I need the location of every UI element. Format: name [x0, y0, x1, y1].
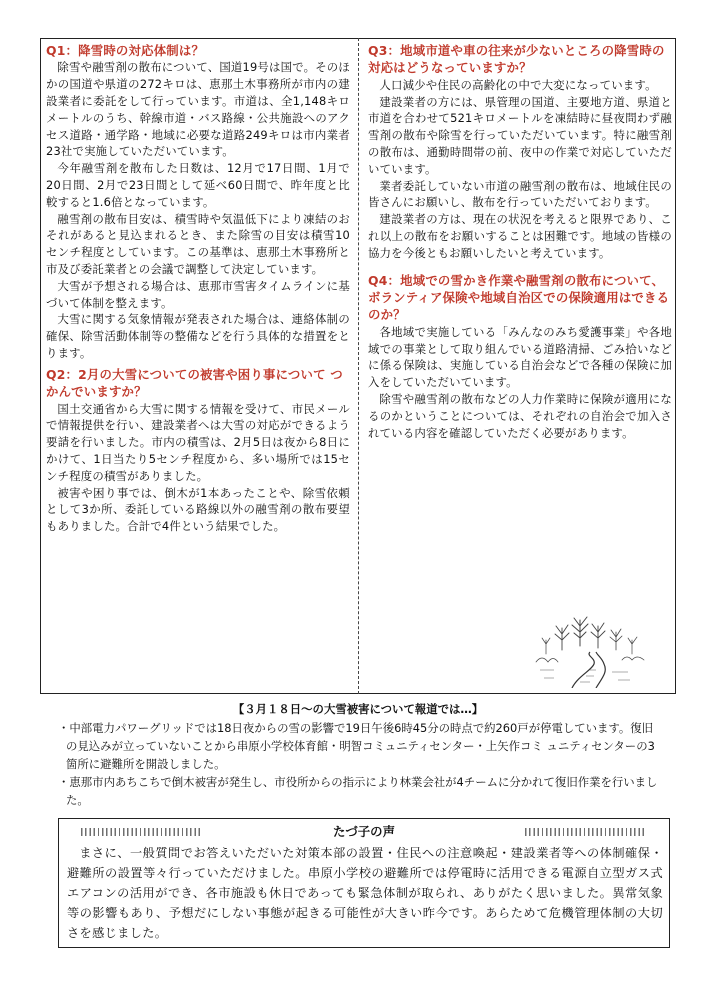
report-item: ・中部電力パワーグリッドでは18日夜からの雪の影響で19日午後6時45分の時点で約260戸が停電しています。復旧の見込みが立っていないことから串原小学校体育館・明智コミュニティセンター・上矢作コミ ュニティセンターの3箇所に避難所を開設しました。 [58, 721, 655, 771]
q1-heading: Q1：降雪時の対応体制は？ [46, 43, 205, 58]
q4-paragraph: 除雪や融雪剤の散布などの人力作業時に保険が適用になるのかということについては、それぞれの自治会で加入されている内容を確認していただく必要があります。 [368, 391, 672, 440]
q3-paragraph: 建設業者の方は、現在の状況を考えると限界であり、これ以上の散布をお願いすることは困難です。地域の皆様の協力を今後ともお願いしたいと考えています。 [368, 212, 672, 260]
voice-title: たづ子の声 [333, 824, 395, 839]
q3-heading: Q3：地域市道や車の往来が少ないところの降雪時の対応はどうなっていますか？ [368, 43, 665, 76]
column-divider [358, 38, 359, 694]
dotted-ornament-icon [525, 828, 647, 836]
voice-title-row [59, 818, 669, 840]
left-column [46, 42, 350, 535]
q4-paragraph: 各地域で実施している「みんなのみち愛護事業」や各地域での事業として取り組んでいる道路清掃、ごみ拾いなどに係る保険は、実施している自治会などで各種の保険に加入をしていただいています。 [368, 324, 672, 390]
voice-body: まさに、一般質問でお答えいただいた対策本部の設置・住民への注意喚起・建設業者等への体制確保・避難所の設置等々行っていただけました。串原小学校の避難所では停電時に活用できる電源自立型ガス式エアコンの活用ができ、各市施設も休日であっても緊急体制が取られ、ありがたく思いました。異常気象等の影響もあり、予想だにしない事態が起きる可能性が大きい昨今です。あらためて危機管理体制の大切さを感じました。 [67, 846, 663, 940]
q2-paragraph: 被害や困り事では、倒木が1本あったことや、除雪依頼として3か所、委託している路線以外の融雪剤の散布要望もありました。合計で4件という結果でした。 [46, 485, 350, 534]
q3-paragraph: 人口減少や住民の高齢化の中で大変になっています。 [379, 77, 657, 92]
q1-paragraph: 除雪や融雪剤の散布について、国道19号は国で。そのほかの国道や県道の272キロは、恵那土木事務所が市内の建設業者に委託をして行っています。市道は、全1,148キロメートルのうち、幹線市道・バス路線・公共施設へのアクセス道路・通学路・地域に必要な道路249キロは市内業者23社で実施していただいています。 [46, 60, 350, 159]
q1-paragraph: 大雪に関する気象情報が発表された場合は、連絡体制の確保、除雪活動体制等の整備などを行う具体的な措置をとります。 [46, 312, 350, 360]
q1-paragraph: 今年融雪剤を散布した日数は、12月で17日間、1月で20日間、2月で23日間として延べ60日間で、昨年度と比較すると1.6倍となっています。 [46, 161, 350, 209]
news-report [58, 700, 658, 809]
q1-paragraph: 大雪が予想される場合は、恵那市雪害タイムラインに基づいて体制を整えます。 [46, 278, 350, 310]
q3-paragraph: 建設業者の方には、県管理の国道、主要地方道、県道と市道を合わせて521キロメートルを凍結時に昼夜問わず融雪剤の散布や除雪を行っていただいています。特に融雪剤の散布は、通勤時間帯の前、夜中の作業で対応していただいています。 [368, 94, 672, 176]
report-item: ・恵那市内あちこちで倒木被害が発生し、市役所からの指示により林業会社が4チームに分かれて復旧作業を行いました。 [58, 775, 658, 807]
snowy-river-landscape-illustration [532, 610, 650, 688]
report-title: 【３月１８日～の大雪被害について報道では…】 [232, 702, 484, 716]
q1-paragraph: 融雪剤の散布目安は、積雪時や気温低下により凍結のおそれがあると見込まれるとき、また除雪の目安は積雪10センチ程度としています。この基準は、恵那土木事務所と市及び委託業者との会議で調整して決定しています。 [46, 211, 350, 276]
q3-paragraph: 業者委託していない市道の融雪剤の散布は、地域住民の皆さんにお願いし、散布を行っていただいております。 [368, 178, 672, 210]
q4-heading: Q4：地域での雪かき作業や融雪剤の散布について、ボランティア保険や地域自治区での保険適用はできるのか？ [368, 272, 670, 323]
q2-heading: Q2：2月の大雪についての被害や困り事について つかんでいますか？ [46, 366, 343, 400]
right-column [368, 42, 672, 441]
voice-box [58, 818, 670, 948]
q2-paragraph: 国土交通省から大雪に関する情報を受けて、市民メールで情報提供を行い、建設業者へは大雪の対応ができるよう要請を行いました。市内の積雪は、2月5日は夜から8日にかけて、1日当たり5センチ程度から、多い場所では15センチ程度の積雪がありました。 [46, 401, 350, 483]
